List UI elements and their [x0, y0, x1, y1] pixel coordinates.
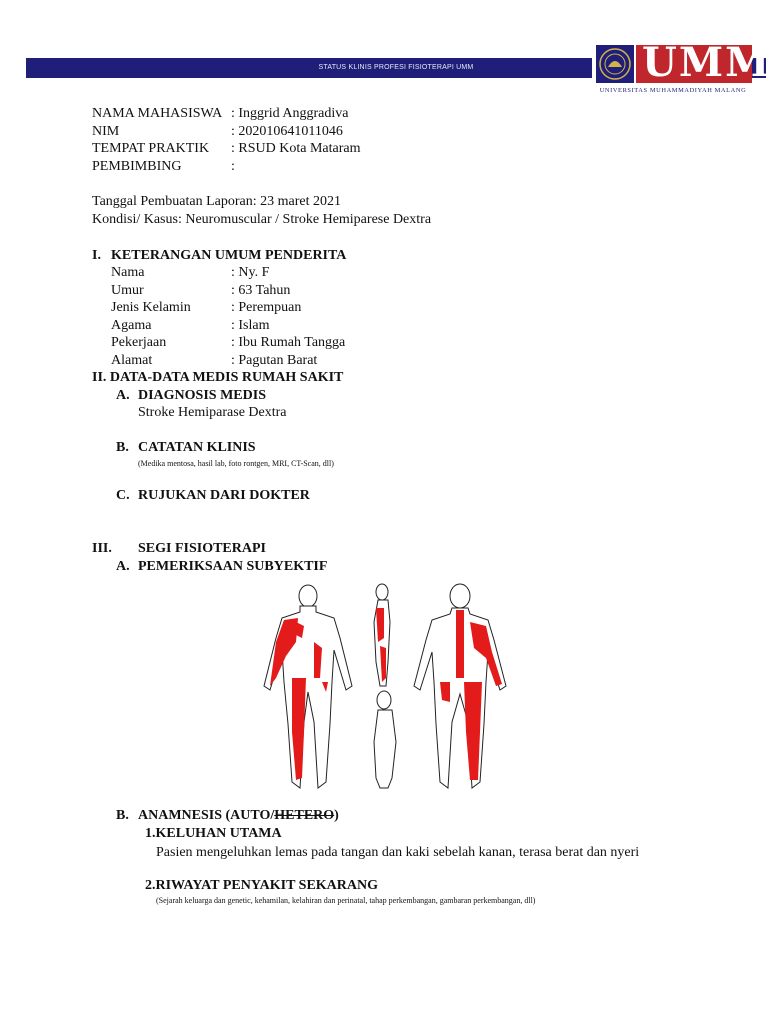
anamnesis-post: )	[334, 808, 339, 823]
patient-value: : Ibu Rumah Tangga	[231, 335, 346, 350]
anamnesis-pre: ANAMNESIS (AUTO/	[138, 808, 275, 823]
section3-a-letter: A.	[116, 559, 130, 574]
student-value-name: : Inggrid Anggradiva	[231, 106, 349, 121]
history-note: (Sejarah keluarga dan genetic, kehamilan, kelahiran dan perinatal, tahap perkembangan, gambaran perkembangan, dll)	[156, 896, 536, 905]
student-label-name: NAMA MAHASISWA	[92, 106, 223, 121]
history-title: 2.RIWAYAT PENYAKIT SEKARANG	[145, 878, 379, 893]
header-title: STATUS KLINIS PROFESI FISIOTERAPI UMM	[318, 64, 474, 71]
section2-b-letter: B.	[116, 440, 129, 455]
report-date: Tanggal Pembuatan Laporan: 23 maret 2021	[92, 194, 341, 209]
student-label-place: TEMPAT PRAKTIK	[92, 141, 210, 156]
university-logo	[592, 39, 771, 101]
student-label-supervisor: PEMBIMBING	[92, 159, 182, 174]
section1-title: KETERANGAN UMUM PENDERITA	[111, 248, 347, 263]
section2-title: II. DATA-DATA MEDIS RUMAH SAKIT	[92, 370, 344, 385]
patient-value: : Pagutan Barat	[231, 353, 318, 368]
section1-num: I.	[92, 248, 101, 263]
section2-a-title: DIAGNOSIS MEDIS	[138, 388, 266, 403]
body-chart	[256, 582, 518, 796]
main-complaint-title: 1.KELUHAN UTAMA	[145, 826, 282, 841]
patient-label: Pekerjaan	[111, 335, 167, 350]
patient-value: : Perempuan	[231, 300, 302, 315]
main-complaint-text: Pasien mengeluhkan lemas pada tangan dan kaki sebelah kanan, terasa berat dan nyeri	[156, 845, 640, 860]
anamnesis-strike: HETERO	[274, 808, 335, 823]
seal-icon	[596, 45, 634, 83]
student-value-nim: : 202010641011046	[231, 124, 343, 139]
logo-word: UMM	[642, 39, 771, 86]
patient-label: Jenis Kelamin	[111, 300, 191, 315]
front-figure	[264, 585, 352, 788]
logo-wordmark	[636, 39, 771, 86]
diagnosis-text: Stroke Hemiparase Dextra	[138, 405, 287, 420]
case-line: Kondisi/ Kasus: Neuromuscular / Stroke Hemiparese Dextra	[92, 212, 432, 227]
patient-label: Agama	[111, 318, 152, 333]
section3-num: III.	[92, 541, 112, 556]
patient-label: Nama	[111, 265, 145, 280]
section2-c-letter: C.	[116, 488, 130, 503]
section3-b-letter: B.	[116, 808, 129, 823]
clinical-note: (Medika mentosa, hasil lab, foto rontgen, MRI, CT-Scan, dll)	[138, 459, 334, 468]
section2-b-title: CATATAN KLINIS	[138, 440, 256, 455]
section3-b-title	[138, 808, 339, 824]
student-value-place: : RSUD Kota Mataram	[231, 141, 361, 156]
section3-title: SEGI FISIOTERAPI	[138, 541, 266, 556]
logo-caption: UNIVERSITAS MUHAMMADIYAH MALANG	[599, 87, 747, 94]
patient-value: : 63 Tahun	[231, 283, 291, 298]
patient-value: : Islam	[231, 318, 270, 333]
patient-label: Umur	[111, 283, 144, 298]
side-figure-bottom	[374, 691, 396, 788]
section2-c-title: RUJUKAN DARI DOKTER	[138, 488, 310, 503]
body-chart-figure	[256, 582, 518, 796]
student-label-nim: NIM	[92, 124, 120, 139]
patient-label: Alamat	[111, 353, 153, 368]
section2-a-letter: A.	[116, 388, 130, 403]
section3-a-title: PEMERIKSAAN SUBYEKTIF	[138, 559, 328, 574]
student-value-supervisor: :	[231, 159, 235, 174]
patient-value: : Ny. F	[231, 265, 270, 280]
